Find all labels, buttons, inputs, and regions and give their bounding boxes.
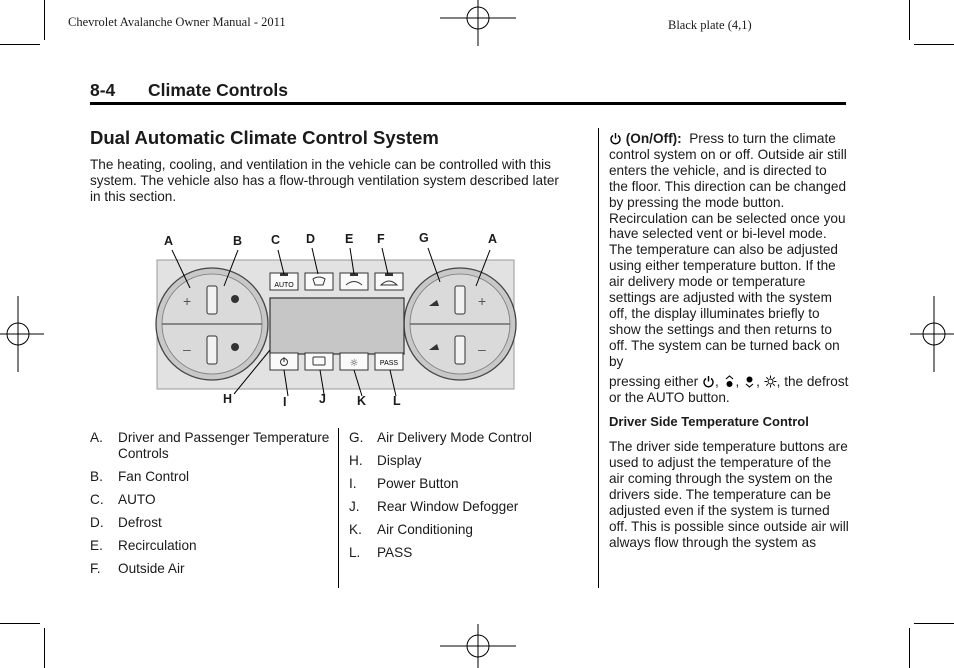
power-icon	[609, 132, 622, 145]
air-conditioning-icon	[764, 375, 777, 388]
crop-mark	[44, 628, 45, 668]
crop-mark	[0, 44, 40, 45]
registration-mark-top	[440, 0, 516, 48]
svg-text:–: –	[183, 341, 191, 357]
fan-up-icon	[723, 375, 736, 388]
callout-a-right: A	[488, 232, 498, 246]
section-number: 8-4	[90, 80, 116, 100]
intro-paragraph: The heating, cooling, and ventilation in the vehicle can be controlled with this system. The vehicle also has a flow-through ventilation system described later in this section.	[90, 157, 559, 204]
onoff-text: Press to turn the climate control system on or off. Outside air still enters the vehicle, and is directed to the floor. This direction can be changed by pressing the mode button. Recirculation can be selected once you have selected vent or bi-level mode. The temperature can also be adjusted using either temperature button. If the air delivery mode or temperature settings are adjusted with the system off, the display illuminates briefly to show the settings and then returns to off. The system can be turned back on by	[609, 131, 847, 369]
column-divider	[338, 428, 339, 588]
legend-list-left	[90, 430, 330, 584]
callout-j: J	[319, 392, 326, 406]
onoff-paragraph	[609, 131, 849, 370]
list-item: J. Rear Window Defogger	[349, 499, 519, 514]
svg-text:–: –	[478, 341, 486, 357]
column-divider	[598, 128, 599, 588]
registration-mark-bottom	[440, 622, 516, 668]
onoff-label: (On/Off):	[625, 131, 682, 146]
list-item: C. AUTO	[90, 492, 156, 507]
svg-text:☼: ☼	[349, 358, 359, 369]
display-screen	[270, 298, 404, 354]
callout-b: B	[233, 234, 243, 248]
manual-title: Chevrolet Avalanche Owner Manual - 2011	[68, 15, 286, 29]
crop-mark	[914, 44, 954, 45]
callout-e: E	[345, 232, 354, 246]
callout-h: H	[223, 392, 233, 406]
driver-control-knob	[156, 268, 268, 380]
list-item: F. Outside Air	[90, 561, 185, 576]
crop-mark	[0, 623, 40, 624]
list-item: G. Air Delivery Mode Control	[349, 430, 532, 445]
right-column	[609, 131, 849, 560]
power-icon	[702, 375, 715, 388]
climate-control-figure	[150, 226, 522, 410]
callout-f: F	[377, 232, 385, 246]
crop-mark	[909, 628, 910, 668]
section-heading	[90, 80, 288, 101]
list-item: K. Air Conditioning	[349, 522, 473, 537]
registration-mark-right	[910, 296, 954, 372]
auto-button-label: AUTO	[274, 282, 294, 289]
list-item: I. Power Button	[349, 476, 459, 491]
svg-text:+: +	[183, 293, 192, 309]
callout-a-left: A	[164, 234, 174, 248]
svg-text:+: +	[478, 293, 487, 309]
list-item: H. Display	[349, 453, 422, 468]
section-rule	[90, 102, 846, 105]
callout-i: I	[283, 395, 287, 409]
crop-mark	[909, 0, 910, 40]
page-title: Dual Automatic Climate Control System	[90, 127, 439, 148]
list-item: D. Defrost	[90, 515, 162, 530]
list-item: L. PASS	[349, 545, 413, 560]
plate-label: Black plate (4,1)	[668, 18, 752, 32]
fan-down-icon	[743, 375, 756, 388]
list-item: E. Recirculation	[90, 538, 197, 553]
callout-c: C	[271, 233, 281, 247]
legend-list-right	[349, 430, 589, 568]
driver-side-heading: Driver Side Temperature Control	[609, 414, 809, 430]
callout-g: G	[419, 231, 429, 245]
driver-side-paragraph: The driver side temperature buttons are used to adjust the temperature of the air coming through the system on the drivers side. The temperature can be adjusted even if the system is turned off. This is possible since outside air will always flow through the system as	[609, 439, 849, 550]
list-item: A. Driver and Passenger Temperature Controls	[90, 430, 330, 461]
pass-button-label: PASS	[379, 360, 399, 367]
callout-k: K	[357, 394, 367, 408]
registration-mark-left	[0, 296, 44, 372]
callout-d: D	[306, 232, 316, 246]
onoff-text2-start: pressing either	[609, 373, 699, 389]
passenger-control-knob	[404, 268, 516, 380]
section-title: Climate Controls	[148, 80, 289, 100]
onoff-text2-end: , the defrost or the AUTO button.	[609, 373, 849, 405]
onoff-paragraph-cont: pressing either , , , , the defrost or the AUTO button.	[609, 373, 849, 405]
callout-l: L	[393, 394, 401, 408]
crop-mark	[914, 623, 954, 624]
list-item: B. Fan Control	[90, 469, 190, 484]
crop-mark	[44, 0, 45, 40]
